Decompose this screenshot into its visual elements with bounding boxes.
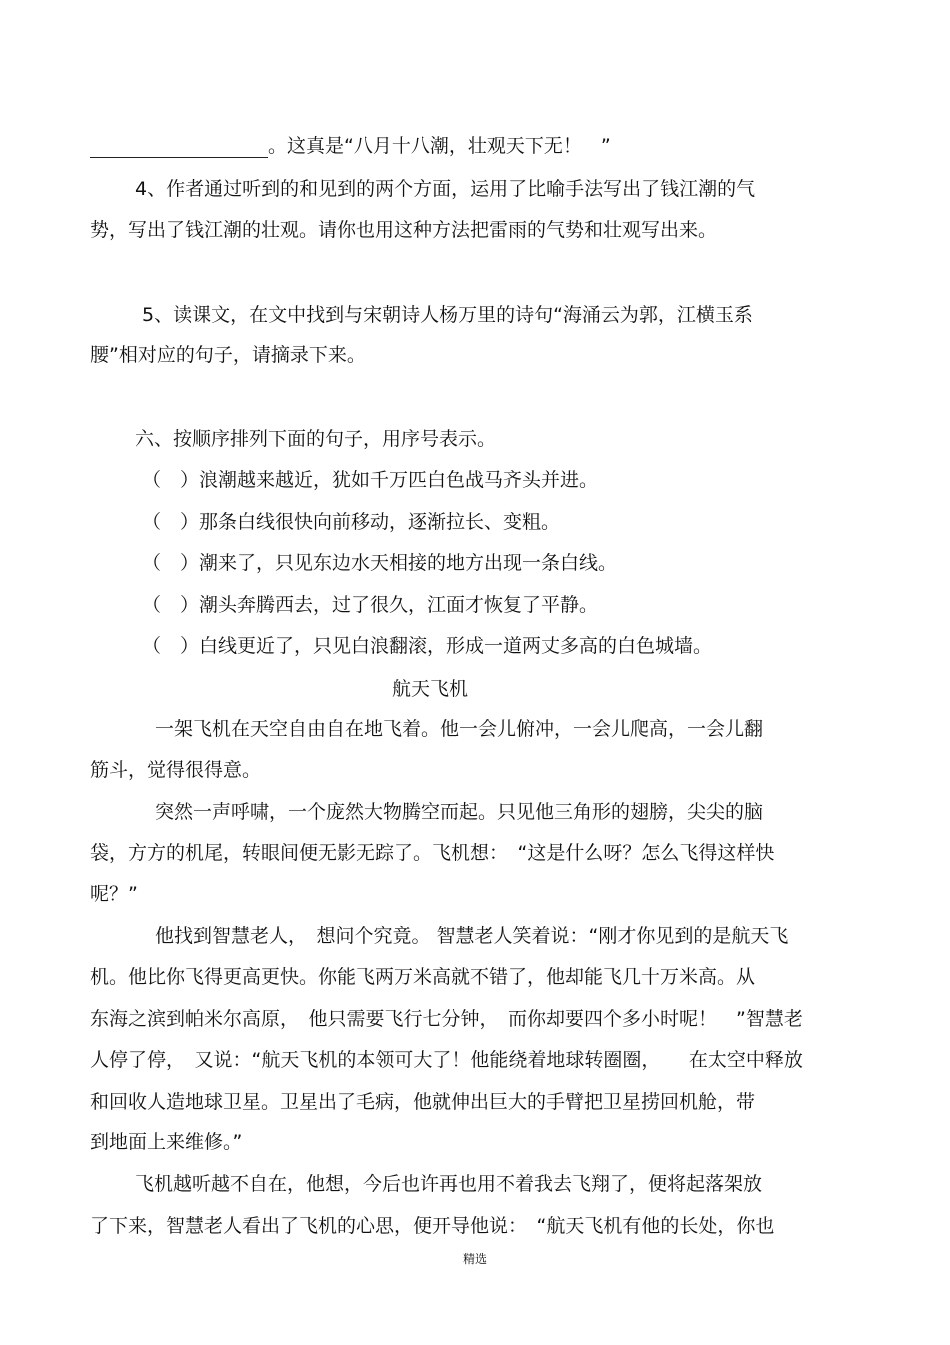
passage-line: 一架飞机在天空自由自在地飞着。他一会儿俯冲，一会儿爬高，一会儿翻 [155, 718, 764, 740]
passage-line: 和回收人造地球卫星。卫星出了毛病，他就伸出巨大的手臂把卫星捞回机舱，带 [90, 1091, 756, 1113]
passage-line: 了下来，智慧老人看出了飞机的心思，便开导他说： “航天飞机有他的长处，你也 [90, 1215, 775, 1237]
q5-line-2: 腰”相对应的句子，请摘录下来。 [90, 344, 366, 366]
passage-line: 突然一声呼啸，一个庞然大物腾空而起。只见他三角形的翅膀，尖尖的脑 [155, 801, 764, 823]
passage-line: 他找到智慧老人， 想问个究竟。 智慧老人笑着说：“刚才你见到的是航天飞 [155, 925, 789, 947]
q4-line-2: 势，写出了钱江潮的壮观。请你也用这种方法把雷雨的气势和壮观写出来。 [90, 219, 718, 241]
passage-title: 航天飞机 [392, 678, 469, 700]
order-item: （ ）那条白线很快向前移动，逐渐拉长、变粗。 [142, 511, 561, 533]
order-item: （ ）白线更近了，只见白浪翻滚，形成一道两丈多高的白色城墙。 [142, 635, 713, 657]
passage-line: 袋，方方的机尾，转眼间便无影无踪了。飞机想： “这是什么呀？怎么飞得这样快 [90, 842, 775, 864]
q5-line-1: 5、读课文，在文中找到与宋朝诗人杨万里的诗句“海涌云为郭，江横玉系 [142, 304, 753, 326]
answer-blank[interactable] [90, 137, 268, 158]
passage-line: 人停了停， 又说：“航天飞机的本领可大了！他能绕着地球转圈圈， 在太空中释放 [90, 1049, 803, 1071]
order-item: （ ）潮来了，只见东边水天相接的地方出现一条白线。 [142, 552, 618, 574]
q4-line-1: 4、作者通过听到的和见到的两个方面，运用了比喻手法写出了钱江潮的气 [135, 178, 756, 200]
page-footer: 精选 [462, 1252, 487, 1266]
passage-line: 飞机越听越不自在，他想，今后也许再也用不着我去飞翔了，便将起落架放 [135, 1173, 763, 1195]
order-item: （ ）浪潮越来越近，犹如千万匹白色战马齐头并进。 [142, 469, 599, 491]
passage-line: 机。他比你飞得更高更快。你能飞两万米高就不错了，他却能飞几十万米高。从 [90, 966, 756, 988]
q3-tail-text: 。这真是“八月十八潮，壮观天下无！ ” [268, 135, 611, 157]
order-item: （ ）潮头奔腾西去，过了很久，江面才恢复了平静。 [142, 594, 599, 616]
passage-line: 到地面上来维修。” [90, 1131, 243, 1153]
passage-line: 东海之滨到帕米尔高原， 他只需要飞行七分钟， 而你却要四个多小时呢！ ”智慧老 [90, 1008, 803, 1030]
q3-answer-line [90, 134, 611, 158]
passage-line: 呢？” [90, 883, 138, 905]
passage-line: 筋斗，觉得很得意。 [90, 759, 262, 781]
section6-title: 六、按顺序排列下面的句子，用序号表示。 [135, 428, 497, 450]
